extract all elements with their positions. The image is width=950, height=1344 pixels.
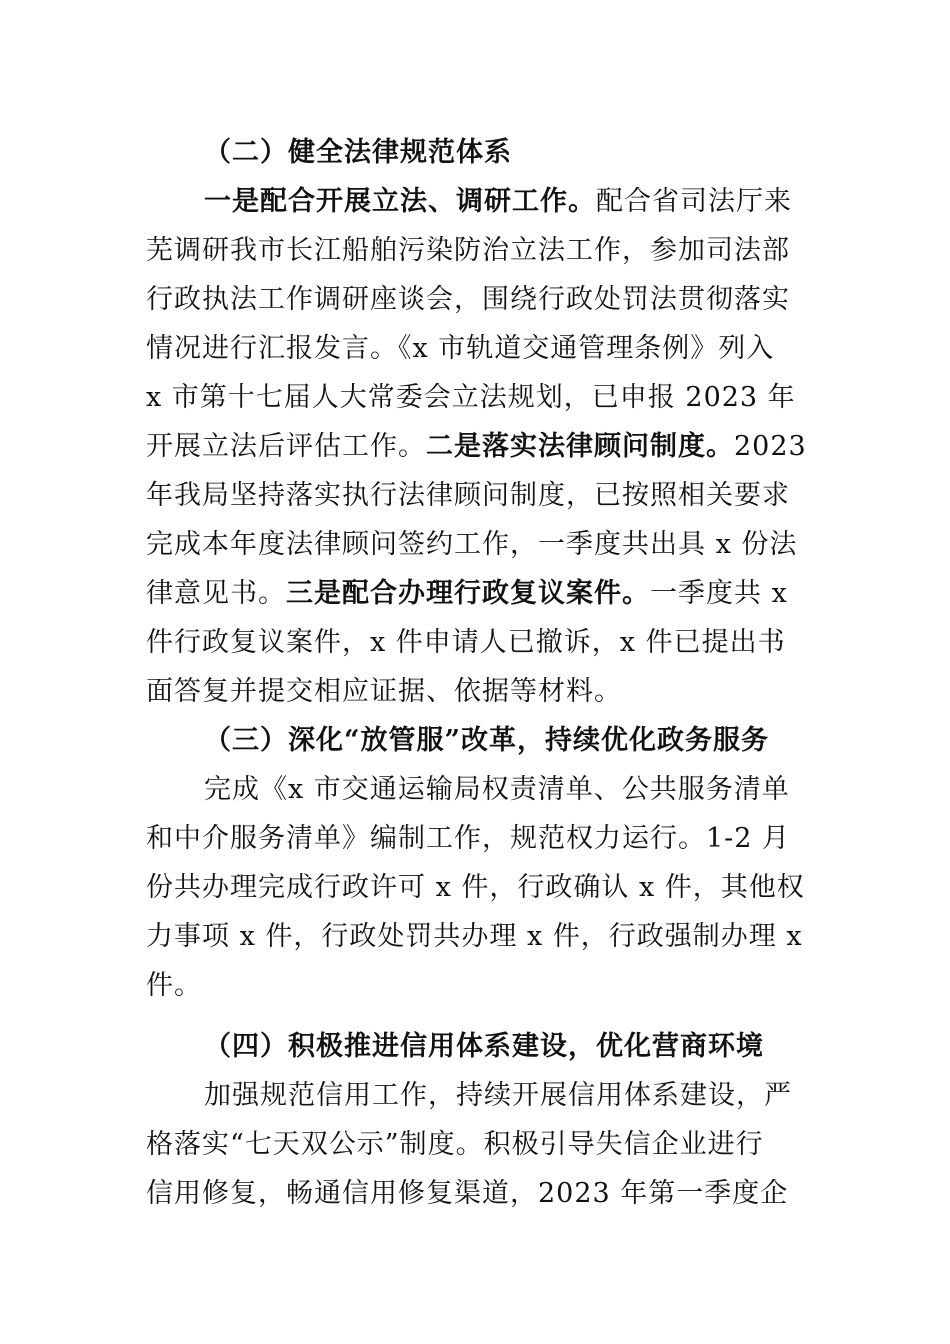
paragraph-line: 和中介服务清单》编制工作，规范权力运行。1-2 月 [146, 823, 791, 854]
text-run: 律意见书。 [146, 578, 286, 609]
bold-lead: 三是配合办理行政复议案件。 [286, 578, 650, 609]
bold-lead: 二是落实法律顾问制度。 [426, 431, 734, 462]
paragraph-line: 行政执法工作调研座谈会，围绕行政处罚法贯彻落实 [146, 284, 790, 315]
paragraph-line: 加强规范信用工作，持续开展信用体系建设，严 [204, 1080, 792, 1111]
paragraph-line: 芜调研我市长江船舶污染防治立法工作，参加司法部 [146, 235, 790, 266]
paragraph-line: 力事项 x 件，行政处罚共办理 x 件，行政强制办理 x [146, 921, 803, 952]
paragraph-line: 份共办理完成行政许可 x 件，行政确认 x 件，其他权 [146, 872, 805, 903]
paragraph-line: 完成《x 市交通运输局权责清单、公共服务清单 [204, 774, 790, 805]
paragraph-line [146, 569, 806, 618]
section-heading-2: （二）健全法律规范体系 [204, 137, 512, 168]
paragraph-line: 件。 [146, 970, 202, 1001]
paragraph-line: 情况进行汇报发言。《x 市轨道交通管理条例》列入 [146, 333, 775, 364]
paragraph-line: 完成本年度法律顾问签约工作，一季度共出具 x 份法 [146, 529, 798, 560]
section-heading-4: （四）积极推进信用体系建设，优化营商环境 [204, 1031, 764, 1062]
paragraph-line: 年我局坚持落实执行法律顾问制度，已按照相关要求 [146, 480, 790, 511]
paragraph-line: 件行政复议案件，x 件申请人已撤诉，x 件已提出书 [146, 627, 786, 658]
text-run: 开展立法后评估工作。 [146, 431, 426, 462]
text-run: 2023 [734, 431, 807, 462]
text-run: 一季度共 x [650, 578, 788, 609]
paragraph-line: 面答复并提交相应证据、依据等材料。 [146, 676, 622, 707]
paragraph-line: x 市第十七届人大常委会立法规划，已申报 2023 年 [146, 382, 796, 413]
paragraph-line [146, 177, 806, 226]
section-heading-3: （三）深化“放管服”改革，持续优化政务服务 [204, 725, 770, 756]
document-page [146, 128, 806, 1218]
text-run: 配合省司法厅来 [596, 186, 792, 217]
bold-lead: 一是配合开展立法、调研工作。 [204, 186, 596, 217]
paragraph-line: 格落实“七天双公示”制度。积极引导失信企业进行 [146, 1129, 764, 1160]
paragraph-line [146, 422, 806, 471]
paragraph-line: 信用修复，畅通信用修复渠道，2023 年第一季度企 [146, 1178, 789, 1209]
